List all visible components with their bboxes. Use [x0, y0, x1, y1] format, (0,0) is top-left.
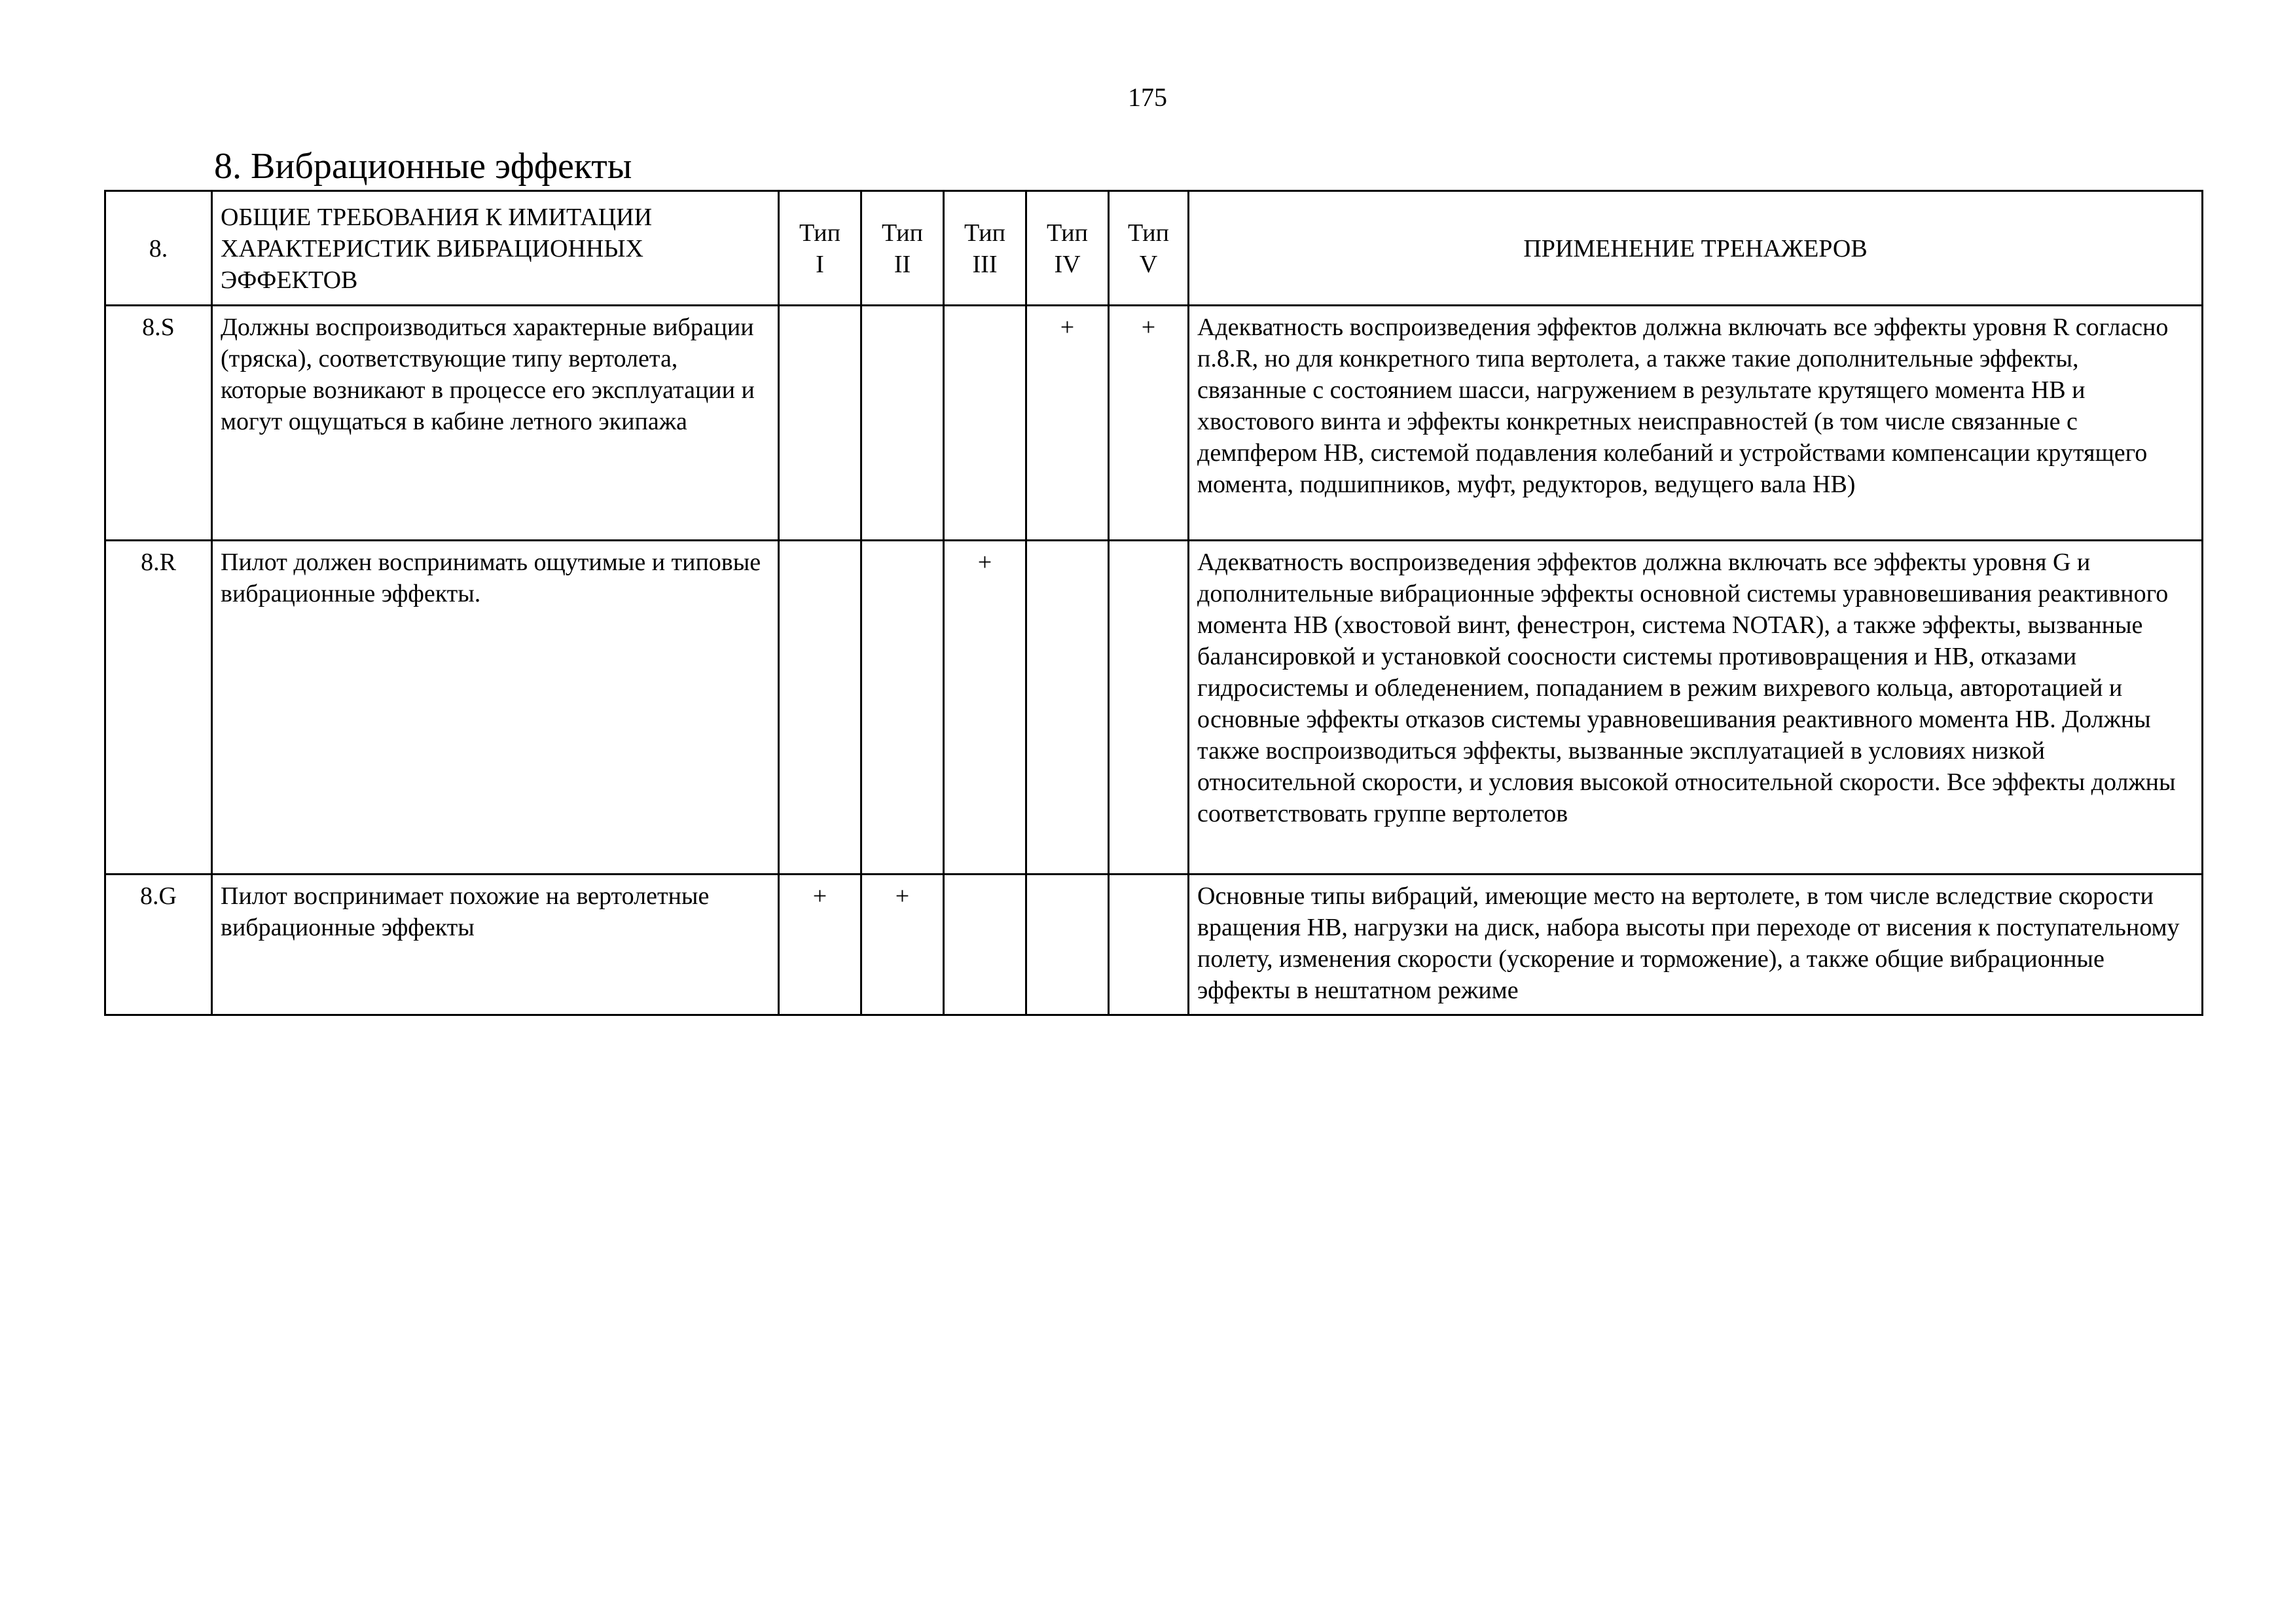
table-row — [105, 541, 2203, 875]
header-type-5 — [1109, 191, 1189, 306]
row-mark-type-5 — [1109, 541, 1189, 875]
row-requirement: Должны воспроизводиться характерные вибрации (тряска), соответствующие типу вертолета, которые возникают в процессе его эксплуатации и могут ощущаться в кабине летного экипажа — [212, 306, 779, 541]
row-mark-type-4 — [1026, 541, 1109, 875]
table-header-row — [105, 191, 2203, 306]
header-type-2 — [861, 191, 944, 306]
row-mark-type-5 — [1109, 875, 1189, 1015]
row-requirement: Пилот воспринимает похожие на вертолетные вибрационные эффекты — [212, 875, 779, 1015]
header-number: 8. — [105, 191, 212, 306]
header-type-3-roman: III — [972, 251, 998, 278]
row-id: 8.R — [105, 541, 212, 875]
table-row — [105, 875, 2203, 1015]
header-type-2-word: Тип — [882, 219, 923, 247]
header-type-2-roman: II — [894, 251, 911, 278]
header-type-1 — [779, 191, 861, 306]
row-id: 8.G — [105, 875, 212, 1015]
header-type-3 — [944, 191, 1026, 306]
page-number: 175 — [1128, 82, 1167, 112]
row-mark-type-5: + — [1109, 306, 1189, 541]
header-type-3-word: Тип — [964, 219, 1005, 247]
header-type-4-roman: IV — [1054, 251, 1081, 278]
requirements-table — [104, 190, 2203, 1016]
row-mark-type-3: + — [944, 541, 1026, 875]
row-mark-type-2 — [861, 541, 944, 875]
header-type-5-roman: V — [1139, 251, 1158, 278]
header-type-1-roman: I — [816, 251, 824, 278]
row-requirement: Пилот должен воспринимать ощутимые и типовые вибрационные эффекты. — [212, 541, 779, 875]
row-mark-type-1: + — [779, 875, 861, 1015]
header-requirements: ОБЩИЕ ТРЕБОВАНИЯ К ИМИТАЦИИ ХАРАКТЕРИСТИК ВИБРАЦИОННЫХ ЭФФЕКТОВ — [212, 191, 779, 306]
row-mark-type-4: + — [1026, 306, 1109, 541]
header-type-1-word: Тип — [799, 219, 840, 247]
row-application: Адекватность воспроизведения эффектов должна включать все эффекты уровня G и дополнительные вибрационные эффекты основной системы уравновешивания реактивного момента НВ (хвостовой винт, фенестрон, система NOTAR), а также эффекты, вызванные балансировкой и установкой соосности системы противовращения и НВ, отказами гидросистемы и обледенением, попаданием в режим вихревого кольца, авторотацией и основные эффекты отказов системы уравновешивания реактивного момента НВ. Должны также воспроизводиться эффекты, вызванные эксплуатацией в условиях низкой относительной скорости, и условия высокой относительной скорости. Все эффекты должны соответствовать группе вертолетов — [1189, 541, 2203, 875]
row-mark-type-4 — [1026, 875, 1109, 1015]
row-mark-type-1 — [779, 306, 861, 541]
header-type-4 — [1026, 191, 1109, 306]
header-application: ПРИМЕНЕНИЕ ТРЕНАЖЕРОВ — [1189, 191, 2203, 306]
row-mark-type-2 — [861, 306, 944, 541]
section-title: 8. Вибрационные эффекты — [214, 146, 632, 187]
header-type-5-word: Тип — [1128, 219, 1169, 247]
row-mark-type-3 — [944, 875, 1026, 1015]
row-id: 8.S — [105, 306, 212, 541]
row-application: Адекватность воспроизведения эффектов должна включать все эффекты уровня R согласно п.8.R, но для конкретного типа вертолета, а также такие дополнительные эффекты, связанные с состоянием шасси, нагружением в результате крутящего момента НВ и хвостового винта и эффекты конкретных неисправностей (в том числе связанные с демпфером НВ, системой подавления колебаний и устройствами компенсации крутящего момента, подшипников, муфт, редукторов, ведущего вала НВ) — [1189, 306, 2203, 541]
row-mark-type-2: + — [861, 875, 944, 1015]
row-mark-type-1 — [779, 541, 861, 875]
row-mark-type-3 — [944, 306, 1026, 541]
table-row — [105, 306, 2203, 541]
row-application: Основные типы вибраций, имеющие место на вертолете, в том числе вследствие скорости вращения НВ, нагрузки на диск, набора высоты при переходе от висения к поступательному полету, изменения скорости (ускорение и торможение), а также общие вибрационные эффекты в нештатном режиме — [1189, 875, 2203, 1015]
header-type-4-word: Тип — [1047, 219, 1088, 247]
